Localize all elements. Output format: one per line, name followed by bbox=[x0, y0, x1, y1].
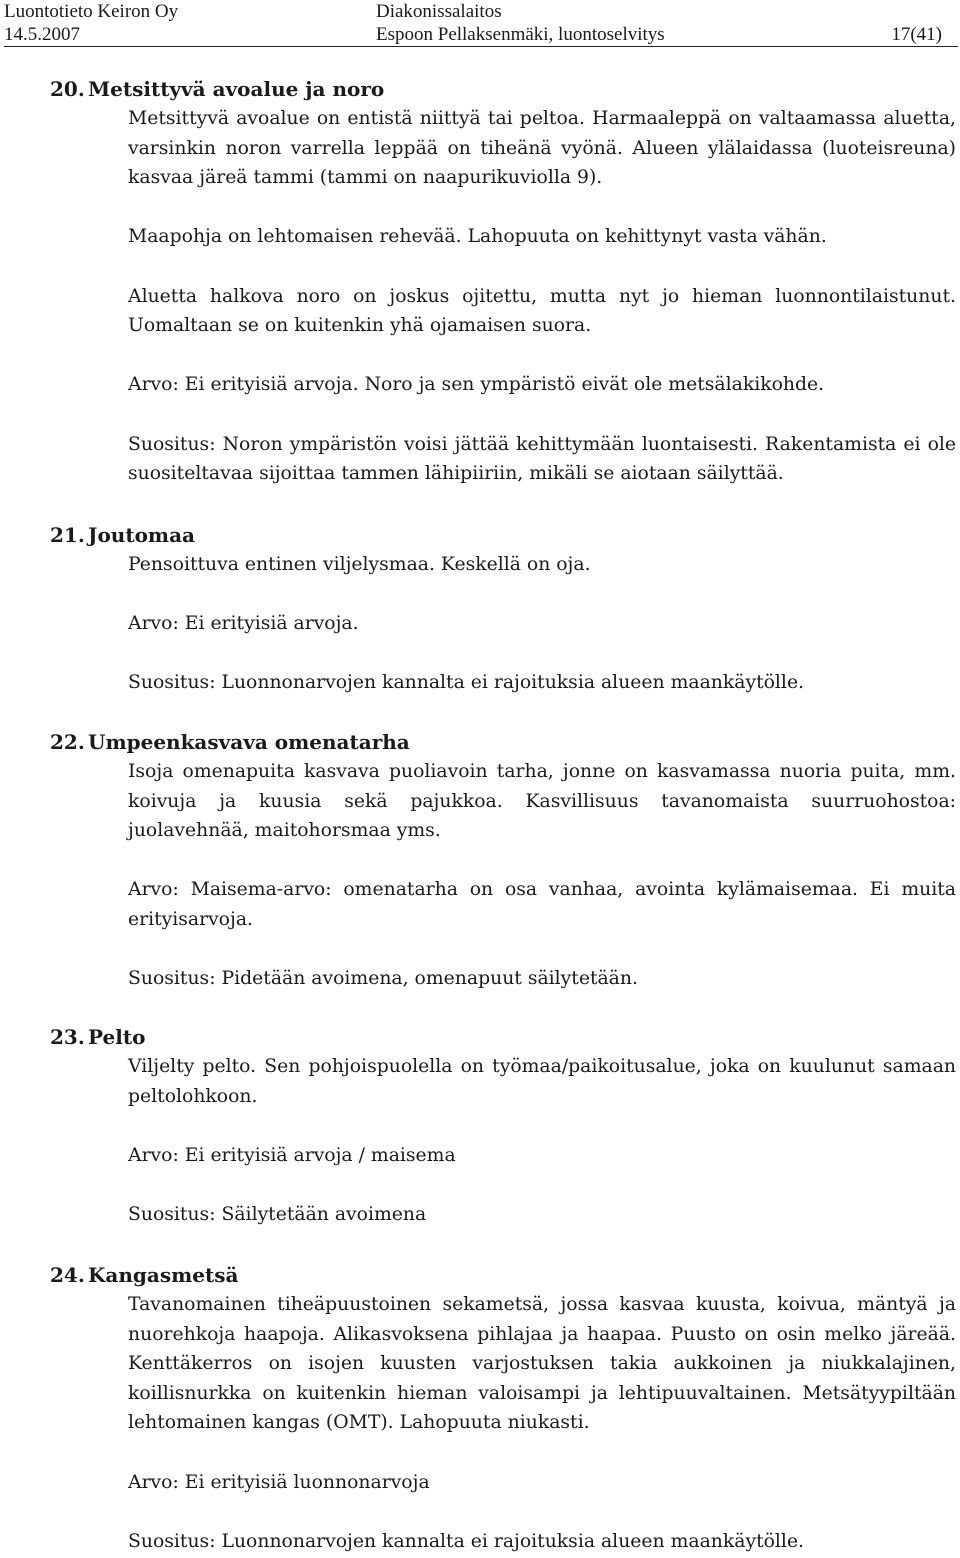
paragraph: Isoja omenapuita kasvava puoliavoin tarha, jonne on kasvamassa nuoria puita, mm. koivuja ja kuusia sekä pajukkoa. Kasvillisuus tavanomaista suurruohostoa: juolavehnää, maitohorsmaa yms. bbox=[128, 761, 956, 842]
paragraph: Suositus: Luonnonarvojen kannalta ei rajoituksia alueen maankäytölle. bbox=[128, 1530, 805, 1552]
section-number: 20. bbox=[50, 77, 85, 101]
section-title: Umpeenkasvava omenatarha bbox=[88, 730, 410, 754]
section-heading bbox=[50, 727, 956, 757]
paragraph: Suositus: Luonnonarvojen kannalta ei rajoituksia alueen maankäytölle. bbox=[128, 672, 805, 694]
section-number: 23. bbox=[50, 1025, 85, 1049]
section-number: 21. bbox=[50, 523, 85, 547]
header-date: 14.5.2007 bbox=[4, 24, 80, 45]
paragraph: Viljelty pelto. Sen pohjoispuolella on työmaa/paikoitusalue, joka on kuulunut samaan peltolohkoon. bbox=[128, 1056, 956, 1107]
section-number: 24. bbox=[50, 1263, 85, 1287]
section-heading bbox=[50, 1260, 956, 1290]
paragraph: Aluetta halkova noro on joskus ojitettu, mutta nyt jo hieman luonnontilaistunut. Uomaltaan se on kuitenkin yhä ojamaisen suora. bbox=[128, 285, 956, 337]
section-20 bbox=[50, 74, 956, 489]
section-22 bbox=[50, 727, 956, 994]
section-title: Kangasmetsä bbox=[88, 1263, 239, 1287]
header-report-title: Espoon Pellaksenmäki, luontoselvitys bbox=[376, 24, 665, 45]
section-23 bbox=[50, 1022, 956, 1230]
header-page-number: 17(41) bbox=[891, 24, 942, 45]
section-heading bbox=[50, 520, 956, 550]
section-heading bbox=[50, 1022, 956, 1052]
section-title: Pelto bbox=[88, 1025, 146, 1049]
paragraph: Arvo: Ei erityisiä luonnonarvoja bbox=[128, 1471, 430, 1493]
paragraph: Tavanomainen tiheäpuustoinen sekametsä, jossa kasvaa kuusta, koivua, mäntyä ja nuorehkoja haapoja. Alikasvoksena pihlajaa ja haapaa. Puusto on osin melko järeää. Kenttäkerros on isojen kuusten varjostuksen takia aukkoinen ja niukkalajinen, koillisnurkka on kuitenkin hieman valoisampi ja lehtipuuvaltainen. Metsätyypiltään lehtomainen kangas (OMT). Lahopuuta niukasti. bbox=[128, 1294, 956, 1434]
paragraph: Arvo: Ei erityisiä arvoja. Noro ja sen ympäristö eivät ole metsälakikohde. bbox=[128, 374, 825, 396]
paragraph: Suositus: Säilytetään avoimena bbox=[128, 1203, 427, 1225]
section-title: Joutomaa bbox=[88, 523, 196, 547]
paragraph: Pensoittuva entinen viljelysmaa. Keskellä on oja. bbox=[128, 554, 591, 575]
header-org: Luontotieto Keiron Oy bbox=[4, 1, 179, 22]
section-heading bbox=[50, 74, 956, 104]
paragraph: Arvo: Maisema-arvo: omenatarha on osa vanhaa, avointa kylämaisemaa. Ei muita erityisarvoja. bbox=[128, 879, 956, 930]
paragraph: Suositus: Pidetään avoimena, omenapuut säilytetään. bbox=[128, 968, 638, 990]
paragraph: Arvo: Ei erityisiä arvoja / maisema bbox=[128, 1144, 456, 1166]
header-client: Diakonissalaitos bbox=[376, 1, 502, 22]
section-title: Metsittyvä avoalue ja noro bbox=[88, 77, 385, 101]
section-number: 22. bbox=[50, 730, 85, 754]
section-24 bbox=[50, 1260, 956, 1556]
paragraph: Suositus: Noron ympäristön voisi jättää kehittymään luontaisesti. Rakentamista ei ole suositeltavaa sijoittaa tammen lähipiiriin, mikäli se aiotaan säilyttää. bbox=[128, 433, 956, 485]
section-21 bbox=[50, 520, 956, 698]
paragraph: Metsittyvä avoalue on entistä niittyä tai peltoa. Harmaaleppä on valtaamassa aluetta, varsinkin noron varrella leppää on tiheänä vyönä. Alueen ylälaidassa (luoteisreuna) kasvaa järeä tammi (tammi on naapurikuviolla 9). bbox=[128, 108, 956, 189]
paragraph: Arvo: Ei erityisiä arvoja. bbox=[128, 613, 359, 635]
page-header bbox=[0, 0, 960, 48]
paragraph: Maapohja on lehtomaisen rehevää. Lahopuuta on kehittynyt vasta vähän. bbox=[128, 226, 827, 248]
header-rule bbox=[4, 46, 958, 47]
